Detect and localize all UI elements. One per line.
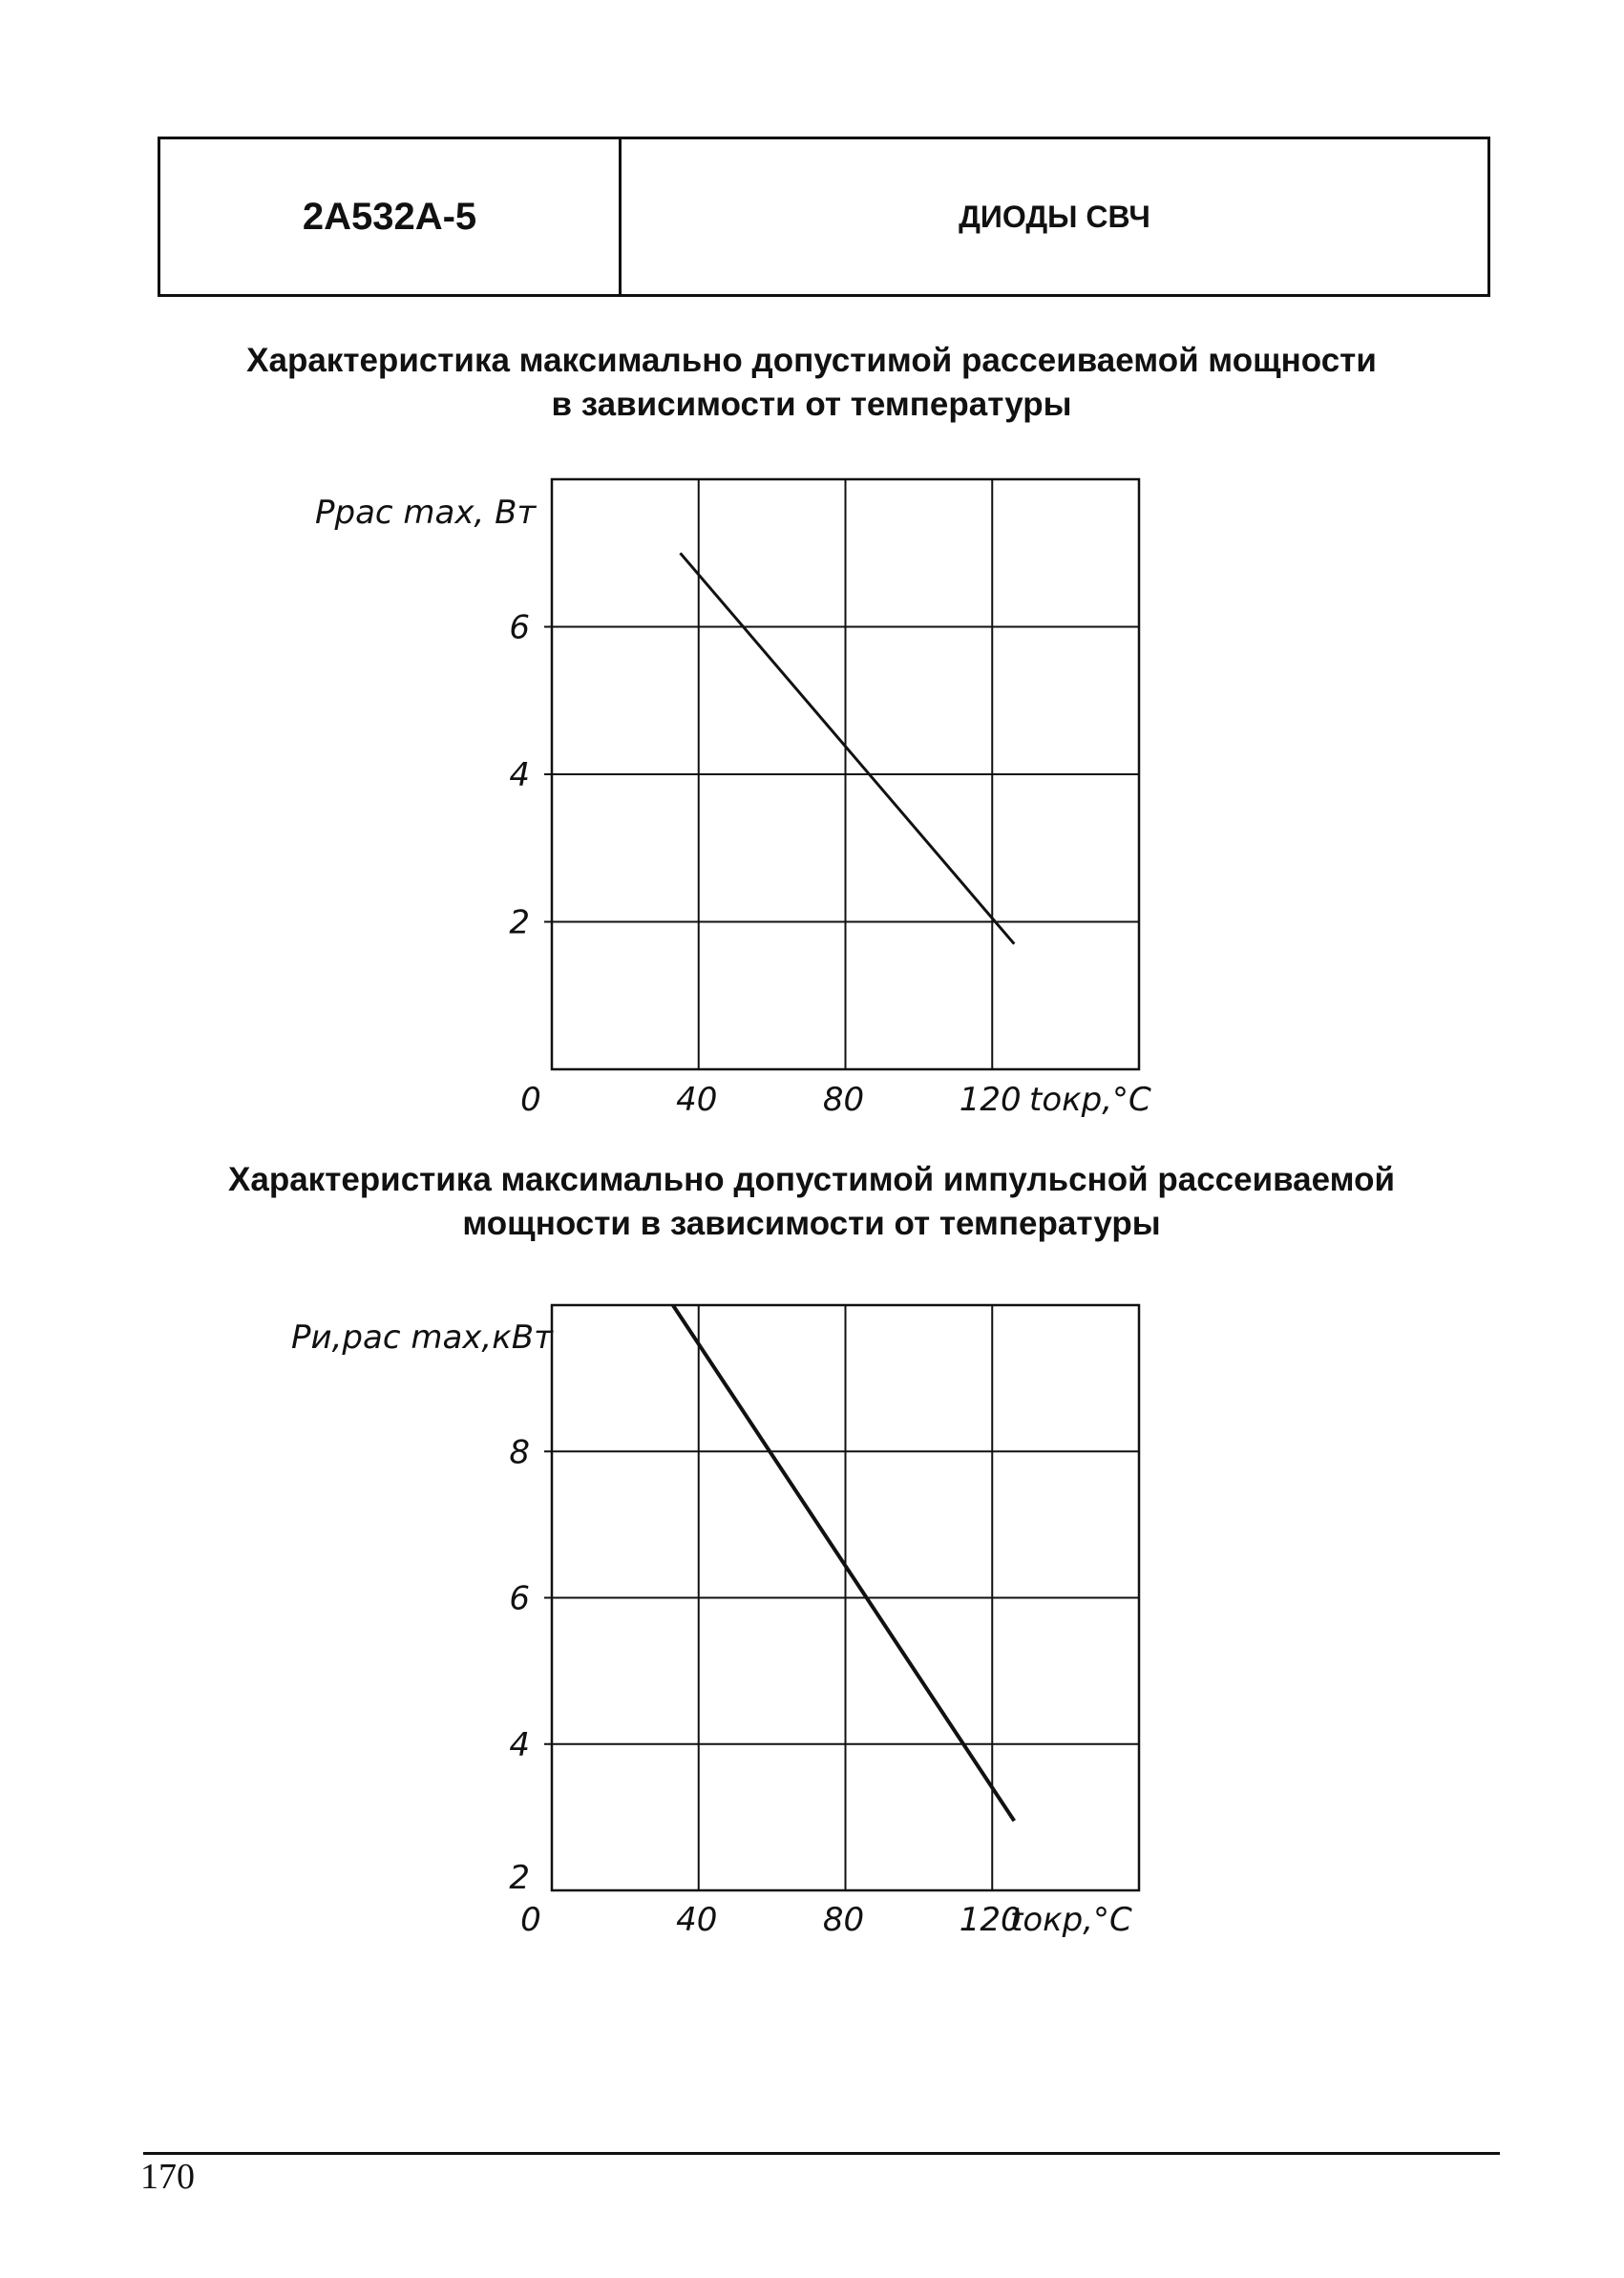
chart2-title (95, 1158, 1528, 1246)
chart1-ytick-label-0: 2 (509, 903, 530, 942)
chart2-xtick-label-3: 120 (959, 1901, 1022, 1939)
category-title: ДИОДЫ СВЧ (959, 199, 1150, 234)
chart2-pulse-power-vs-temperature (0, 1279, 1241, 1967)
chart2-ytick-label-0: 2 (509, 1859, 530, 1897)
part-number: 2А532А-5 (160, 139, 622, 294)
chart1-series-line-0 (681, 553, 1015, 943)
header-table (158, 137, 1490, 297)
footer-rule (143, 2152, 1500, 2155)
chart2-xtick-label-1: 40 (676, 1901, 718, 1939)
chart2-title-line2: мощности в зависимости от температуры (462, 1205, 1161, 1242)
chart2-ytick-label-3: 8 (509, 1433, 530, 1472)
chart2-xtick-label-0: 0 (520, 1901, 541, 1939)
chart1-title (95, 339, 1528, 427)
chart1-title-line2: в зависимости от температуры (551, 386, 1072, 423)
chart2-ytick-label-2: 6 (509, 1579, 530, 1618)
chart2-ytick-label-1: 4 (509, 1725, 530, 1764)
chart1-ytick-label-1: 4 (509, 756, 530, 794)
chart1-ytick-label-2: 6 (509, 608, 530, 647)
chart2-ylabel: Pи,рас max,кВт (291, 1318, 553, 1357)
chart2-xtick-label-2: 80 (822, 1901, 865, 1939)
chart1-xlabel: tокр,°C (1029, 1081, 1151, 1119)
page-number: 170 (140, 2157, 195, 2197)
chart1-title-line1: Характеристика максимально допустимой рассеиваемой мощности (246, 342, 1377, 379)
chart2-title-line1: Характеристика максимально допустимой импульсной рассеиваемой (228, 1161, 1395, 1198)
chart1-xtick-label-1: 40 (676, 1081, 718, 1119)
chart1-power-vs-temperature (0, 458, 1241, 1146)
chart1-xtick-label-2: 80 (822, 1081, 865, 1119)
chart1-ylabel: Pрас max, Вт (315, 494, 537, 532)
chart2-xlabel: tокр,°C (1010, 1901, 1132, 1939)
chart1-xtick-label-0: 0 (520, 1081, 541, 1119)
chart1-xtick-label-3: 120 (959, 1081, 1022, 1119)
